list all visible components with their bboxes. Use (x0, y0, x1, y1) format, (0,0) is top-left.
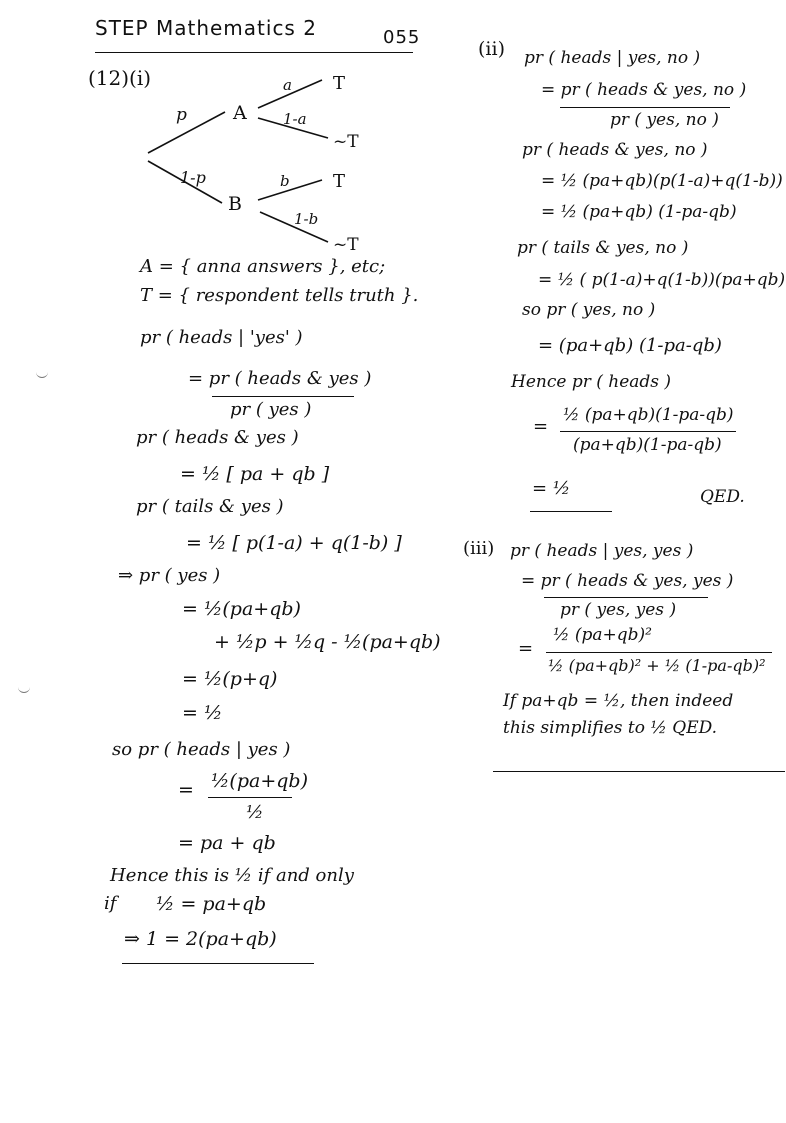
part-ii-line-11-equals: = (533, 416, 549, 437)
part-ii-line-12: = ½ (532, 478, 571, 499)
part-iii-line-3-denominator: ½ (pa+qb)² + ½ (1-pa-qb)² (548, 656, 766, 675)
eq8: = pa + qb (178, 832, 276, 854)
part-ii-line-11-numerator: ½ (pa+qb)(1-pa-qb) (563, 405, 734, 425)
part-iii-line-4: If pa+qb = ½, then indeed (503, 691, 734, 711)
part-ii-line-8: so pr ( yes, no ) (522, 300, 656, 320)
part-ii-line-5: = ½ (pa+qb) (1-pa-qb) (541, 202, 737, 222)
hence-line-2-eq: ½ = pa+qb (156, 893, 267, 915)
eq3: = ½ [ p(1-a) + q(1-b) ] (186, 532, 402, 554)
eq6: = ½ (182, 702, 223, 724)
tree-node-not-t-top: ~T (333, 132, 359, 152)
tree-label-p: p (176, 105, 187, 125)
part-ii-qed: QED. (700, 487, 745, 507)
eq7-fraction-bar (208, 797, 292, 798)
eq4a: = ½(pa+qb) (182, 598, 301, 620)
eq2: = ½ [ pa + qb ] (180, 463, 330, 485)
part-ii-short-rule (530, 511, 612, 512)
part-i-label: (12)(i) (88, 66, 152, 90)
tree-node-a: A (233, 102, 247, 124)
part-iii-line-2-numerator: = pr ( heads & yes, yes ) (521, 571, 734, 591)
part-iii-line-5: this simplifies to ½ QED. (503, 718, 718, 738)
page-code: 055 (383, 27, 421, 48)
hence-line-2-if: if (104, 893, 117, 914)
eq1-fraction-bar (212, 396, 354, 397)
hence-line-3: ⇒ 1 = 2(pa+qb) (124, 928, 277, 950)
page-title: STEP Mathematics 2 (95, 16, 317, 40)
eq7-numerator: ½(pa+qb) (211, 770, 308, 792)
hence-line-1: Hence this is ½ if and only (110, 865, 354, 886)
eq7-equals: = (178, 779, 194, 801)
tree-node-t-top: T (333, 73, 346, 94)
tree-node-t-bottom: T (333, 171, 346, 192)
eq1-denominator: pr ( yes ) (230, 399, 312, 420)
part-ii-line-6: pr ( tails & yes, no ) (517, 238, 689, 258)
part-ii-line-2-denominator: pr ( yes, no ) (610, 110, 719, 130)
implies-pr-yes: ⇒ pr ( yes ) (118, 565, 221, 586)
part-ii-fraction-bar-2 (560, 431, 736, 432)
part-iii-line-3-numerator: ½ (pa+qb)² (553, 625, 652, 645)
tree-label-1-p: 1-p (180, 168, 206, 187)
part-ii-line-10: Hence pr ( heads ) (511, 372, 672, 392)
pr-heads-and-yes: pr ( heads & yes ) (136, 427, 299, 448)
eq1-numerator: = pr ( heads & yes ) (188, 368, 372, 389)
eq7-denominator: ½ (246, 802, 264, 823)
eq5: = ½(p+q) (182, 668, 278, 690)
tree-label-1-a: 1-a (283, 110, 307, 128)
definition-t: T = { respondent tells truth }. (140, 285, 419, 306)
part-ii-line-9: = (pa+qb) (1-pa-qb) (538, 335, 722, 356)
part-ii-line-1: pr ( heads | yes, no ) (524, 48, 701, 68)
tree-label-b: b (280, 172, 290, 190)
part-iii-fraction-bar-1 (544, 597, 708, 598)
part-iii-fraction-bar-2 (546, 652, 772, 653)
tree-node-not-t-bottom: ~T (333, 235, 359, 255)
tree-label-a: a (283, 76, 292, 94)
tree-label-1-b: 1-b (294, 210, 319, 228)
part-iii-end-rule (493, 771, 785, 772)
part-i-end-rule (122, 963, 314, 964)
part-ii-label: (ii) (478, 38, 505, 60)
tree-node-b: B (228, 193, 242, 215)
part-ii-line-11-denominator: (pa+qb)(1-pa-qb) (573, 435, 722, 455)
pr-heads-given-yes: pr ( heads | 'yes' ) (140, 327, 303, 348)
definition-a: A = { anna answers }, etc; (140, 256, 386, 277)
part-iii-label: (iii) (463, 538, 495, 559)
part-ii-line-7: = ½ ( p(1-a)+q(1-b))(pa+qb) (538, 270, 786, 290)
part-iii-line-2-denominator: pr ( yes, yes ) (560, 600, 677, 620)
part-ii-line-2-numerator: = pr ( heads & yes, no ) (541, 80, 747, 100)
tree-branch-b (258, 180, 322, 200)
part-ii-fraction-bar-1 (560, 107, 730, 108)
part-ii-line-4: = ½ (pa+qb)(p(1-a)+q(1-b)) (541, 171, 783, 191)
eq4b: + ½p + ½q - ½(pa+qb) (214, 631, 441, 653)
so-pr-heads-given-yes: so pr ( heads | yes ) (112, 739, 291, 760)
part-iii-line-1: pr ( heads | yes, yes ) (510, 541, 694, 561)
pr-tails-and-yes: pr ( tails & yes ) (136, 496, 284, 517)
part-ii-line-3: pr ( heads & yes, no ) (522, 140, 708, 160)
part-iii-line-3-equals: = (518, 638, 534, 659)
